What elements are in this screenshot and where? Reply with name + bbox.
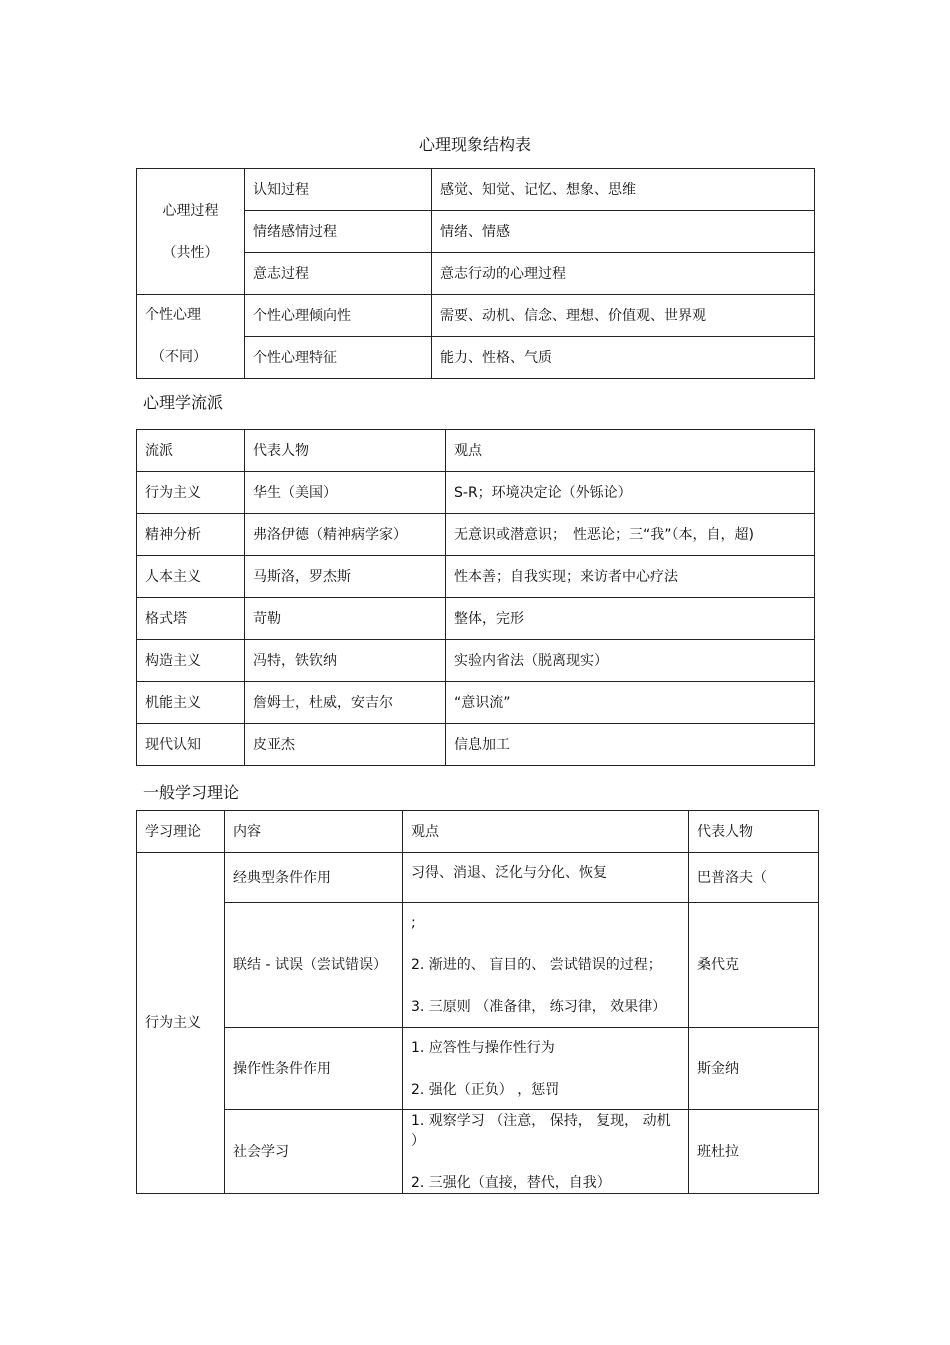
header-cell: 学习理论 bbox=[137, 811, 225, 853]
theory-person: 桑代克 bbox=[689, 903, 819, 1028]
theory-person: 班杜拉 bbox=[689, 1110, 819, 1194]
school-view: 无意识或潜意识； 性恶论；三“我”（本，自，超) bbox=[446, 514, 815, 556]
theory-person: 巴普洛夫（ bbox=[689, 853, 819, 903]
school-person: 华生（美国） bbox=[245, 472, 446, 514]
theory-content: 操作性条件作用 bbox=[225, 1028, 403, 1110]
school-view: 整体，完形 bbox=[446, 598, 815, 640]
school-view: 信息加工 bbox=[446, 724, 815, 766]
theory-point: 2. 三强化（直接，替代，自我） bbox=[411, 1174, 611, 1191]
school-person: 冯特，铁钦纳 bbox=[245, 640, 446, 682]
process-content: 需要、动机、信念、理想、价值观、世界观 bbox=[432, 295, 815, 337]
header-cell: 代表人物 bbox=[245, 430, 446, 472]
group-sublabel: （共性） bbox=[162, 244, 219, 261]
header-cell: 内容 bbox=[225, 811, 403, 853]
section-heading: 一般学习理论 bbox=[143, 783, 240, 802]
school-person: 苛勒 bbox=[245, 598, 446, 640]
school-name: 精神分析 bbox=[137, 514, 245, 556]
process-name: 认知过程 bbox=[245, 169, 432, 211]
page-title: 心理现象结构表 bbox=[418, 135, 531, 154]
theory-content: 经典型条件作用 bbox=[225, 853, 403, 903]
theory-point: 习得、消退、泛化与分化、恢复 bbox=[411, 865, 607, 881]
process-name: 个性心理特征 bbox=[245, 337, 432, 379]
theory-points bbox=[403, 903, 689, 1028]
group-label: 心理过程 bbox=[162, 202, 219, 219]
theory-point: 2. 强化（正负） ，惩罚 bbox=[411, 1081, 560, 1098]
theory-person: 斯金纳 bbox=[689, 1028, 819, 1110]
header-cell: 观点 bbox=[446, 430, 815, 472]
process-name: 意志过程 bbox=[245, 253, 432, 295]
header-cell: 代表人物 bbox=[689, 811, 819, 853]
theory-point: ; bbox=[411, 915, 416, 931]
theory-point: 2. 渐进的、 盲目的、 尝试错误的过程； bbox=[411, 957, 662, 973]
schools-table bbox=[136, 429, 815, 766]
section-heading: 心理学流派 bbox=[143, 393, 224, 412]
process-content: 意志行动的心理过程 bbox=[432, 253, 815, 295]
school-person: 詹姆士，杜威，安吉尔 bbox=[245, 682, 446, 724]
school-view: 性本善；自我实现；来访者中心疗法 bbox=[446, 556, 815, 598]
process-content: 感觉、知觉、记忆、想象、思维 bbox=[432, 169, 815, 211]
header-cell: 流派 bbox=[137, 430, 245, 472]
group-label-cell bbox=[137, 169, 245, 295]
process-name: 个性心理倾向性 bbox=[245, 295, 432, 337]
process-name: 情绪感情过程 bbox=[245, 211, 432, 253]
theory-point: 1. 应答性与操作性行为 bbox=[411, 1039, 555, 1056]
theory-point: 1. 观察学习 （注意， 保持， 复现， 动机 ） bbox=[411, 1112, 671, 1149]
school-name: 构造主义 bbox=[137, 640, 245, 682]
school-view: “意识流” bbox=[446, 682, 815, 724]
theory-group-label: 行为主义 bbox=[137, 853, 225, 1194]
psych-structure-table bbox=[136, 168, 815, 379]
process-content: 情绪、情感 bbox=[432, 211, 815, 253]
group-sublabel: （不同） bbox=[151, 349, 207, 365]
school-name: 格式塔 bbox=[137, 598, 245, 640]
school-name: 机能主义 bbox=[137, 682, 245, 724]
theory-points bbox=[403, 853, 689, 903]
theory-points bbox=[403, 1028, 689, 1110]
school-view: S-R；环境决定论（外铄论） bbox=[446, 472, 815, 514]
header-cell: 观点 bbox=[403, 811, 689, 853]
theory-content: 社会学习 bbox=[225, 1110, 403, 1194]
learning-theory-table bbox=[136, 810, 819, 1194]
group-label: 个性心理 bbox=[145, 307, 201, 323]
theory-point: 3. 三原则 （准备律， 练习律， 效果律） bbox=[411, 999, 667, 1015]
theory-points bbox=[403, 1110, 689, 1194]
theory-content: 联结 - 试误（尝试错误） bbox=[225, 903, 403, 1028]
group-label-cell bbox=[137, 295, 245, 379]
school-person: 弗洛伊德（精神病学家） bbox=[245, 514, 446, 556]
school-name: 行为主义 bbox=[137, 472, 245, 514]
school-name: 人本主义 bbox=[137, 556, 245, 598]
school-name: 现代认知 bbox=[137, 724, 245, 766]
process-content: 能力、性格、气质 bbox=[432, 337, 815, 379]
school-person: 马斯洛，罗杰斯 bbox=[245, 556, 446, 598]
school-person: 皮亚杰 bbox=[245, 724, 446, 766]
school-view: 实验内省法（脱离现实） bbox=[446, 640, 815, 682]
